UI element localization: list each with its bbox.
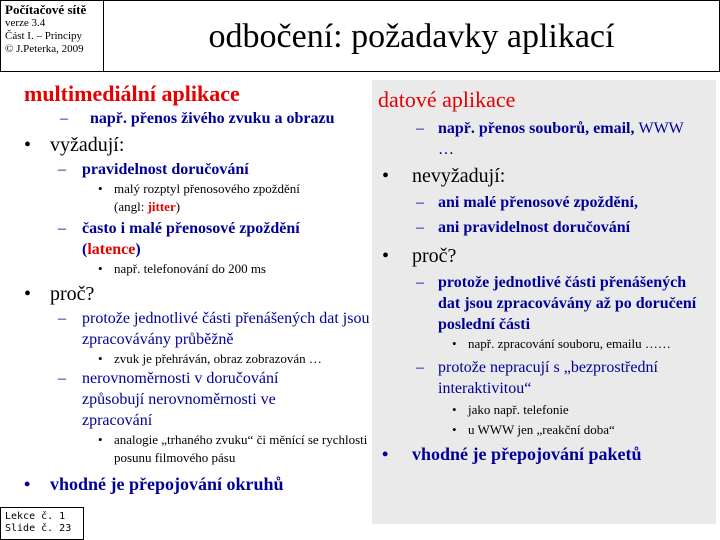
left-why2: – nerovnoměrnosti v doručování způsobují nerovnoměrnosti ve zpracování bbox=[58, 370, 279, 429]
dot-bullet: • bbox=[24, 283, 32, 305]
left-req1: – pravidelnost doručování bbox=[58, 161, 249, 178]
right-why2-sub2: • u WWW jen „reakční doba“ bbox=[452, 422, 615, 437]
right-final: • vhodné je přepojování paketů bbox=[382, 444, 642, 464]
left-why2-sub: • analogie „trhaného zvuku“ či měnící se rychlosti posunu filmového pásu bbox=[98, 432, 368, 465]
left-example: – např. přenos živého zvuku a obrazu bbox=[60, 110, 335, 127]
right-example: – např. přenos souborů, email, WWW … bbox=[416, 120, 684, 158]
dot-bullet: • bbox=[98, 351, 103, 366]
slide-number-label: Slide č. 23 bbox=[5, 523, 72, 534]
dash-bullet: – bbox=[58, 310, 66, 327]
dot-bullet: • bbox=[382, 245, 390, 267]
author-label: © J.Peterka, 2009 bbox=[5, 43, 84, 55]
dot-bullet: • bbox=[98, 432, 103, 447]
right-why2: – protože nepracují s „bezprostřední interaktivitou“ bbox=[416, 359, 658, 397]
dot-bullet: • bbox=[452, 402, 457, 417]
dot-bullet: • bbox=[382, 165, 390, 187]
left-requires: • vyžadují: bbox=[24, 134, 125, 156]
dot-bullet: • bbox=[452, 422, 457, 437]
right-not-requires: • nevyžadují: bbox=[382, 165, 506, 187]
dash-bullet: – bbox=[416, 120, 424, 137]
course-info-box bbox=[0, 0, 104, 72]
dot-bullet: • bbox=[382, 444, 389, 464]
part-label: Část I. – Principy bbox=[5, 30, 82, 42]
dot-bullet: • bbox=[98, 181, 103, 196]
right-nr1: – ani malé přenosové zpoždění, bbox=[416, 194, 638, 211]
slide-title: odbočení: požadavky aplikací bbox=[208, 18, 615, 55]
dash-bullet: – bbox=[58, 220, 66, 237]
dash-bullet: – bbox=[58, 161, 66, 178]
left-why1-sub: • zvuk je přehráván, obraz zobrazován … bbox=[98, 351, 322, 366]
right-why1-sub: • např. zpracování souboru, emailu …… bbox=[452, 336, 671, 351]
dot-bullet: • bbox=[24, 474, 31, 494]
right-column bbox=[372, 80, 716, 524]
right-nr2: – ani pravidelnost doručování bbox=[416, 219, 631, 236]
course-name: Počítačové sítě bbox=[5, 2, 87, 17]
dot-bullet: • bbox=[24, 134, 32, 156]
version-label: verze 3.4 bbox=[5, 17, 46, 29]
title-box bbox=[104, 0, 720, 72]
lesson-label: Lekce č. 1 bbox=[5, 511, 66, 522]
dash-bullet: – bbox=[416, 274, 424, 291]
right-why2-sub1: • jako např. telefonie bbox=[452, 402, 569, 417]
left-why1: – protože jednotlivé části přenášených dat jsou zpracovávány průběžně bbox=[58, 310, 370, 348]
left-heading: multimediální aplikace bbox=[24, 81, 240, 106]
dash-bullet: – bbox=[58, 370, 66, 387]
dash-bullet: – bbox=[60, 110, 68, 127]
left-req2-sub: • např. telefonování do 200 ms bbox=[98, 261, 266, 276]
left-req2: – často i malé přenosové zpoždění (latence) bbox=[58, 220, 300, 258]
dash-bullet: – bbox=[416, 359, 424, 376]
left-column bbox=[10, 80, 370, 495]
left-why: • proč? bbox=[24, 283, 95, 305]
left-final: • vhodné je přepojování okruhů bbox=[24, 474, 284, 494]
right-why1: – protože jednotlivé části přenášených dat jsou zpracovávány až po doručení poslední části bbox=[416, 274, 697, 333]
right-heading: datové aplikace bbox=[378, 87, 516, 112]
dash-bullet: – bbox=[416, 219, 424, 236]
lesson-box bbox=[0, 507, 84, 540]
dot-bullet: • bbox=[98, 261, 103, 276]
left-req1-sub: • malý rozptyl přenosového zpoždění (angl: jitter) bbox=[98, 181, 300, 214]
dash-bullet: – bbox=[416, 194, 424, 211]
right-why: • proč? bbox=[382, 245, 457, 267]
dot-bullet: • bbox=[452, 336, 457, 351]
